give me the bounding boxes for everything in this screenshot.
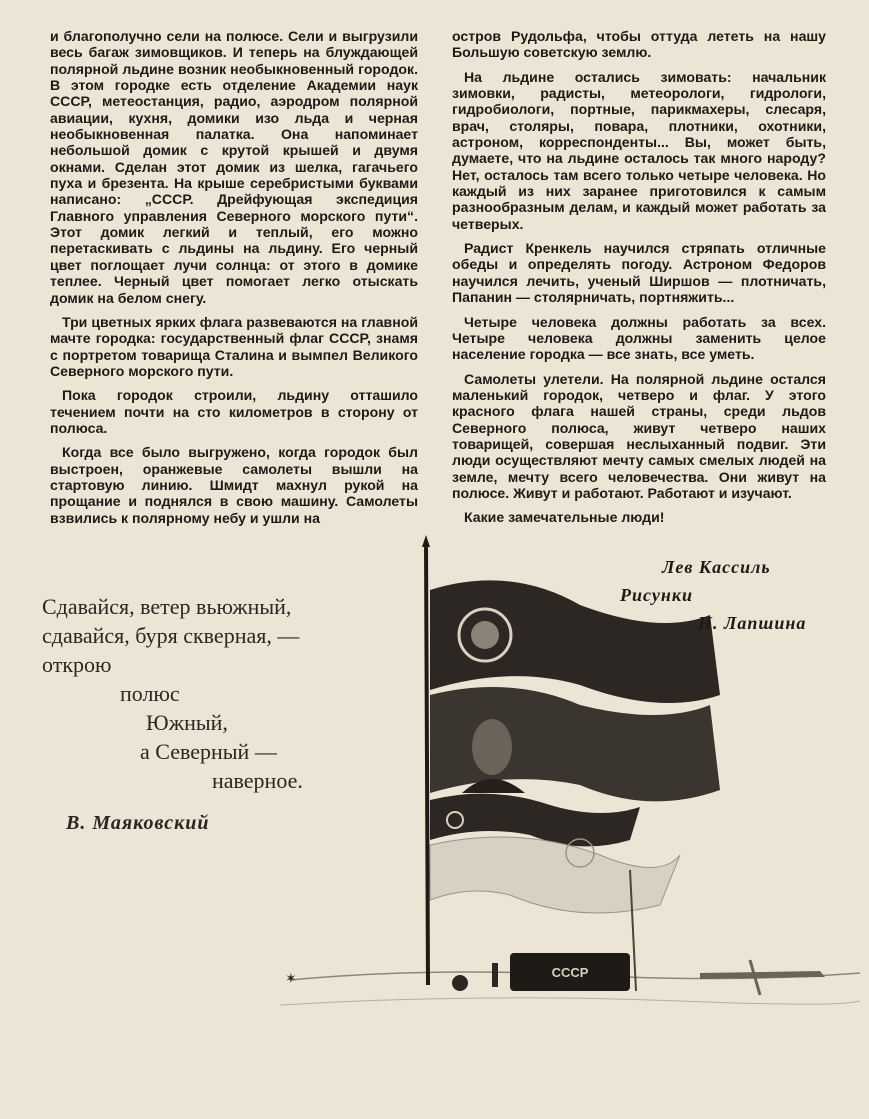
pennant-flag xyxy=(430,794,640,847)
poem-line: сдавайся, буря скверная, — xyxy=(42,623,300,648)
drawings-label: Рисунки xyxy=(620,585,693,605)
article-paragraph: Когда все было выгружено, когда городок был выстроен, оранжевые самолеты вышли на стартовую линию. Шмидт махнул рукой на прощание и поднялся в свою машину. Самолеты взвились к полярному небу и ушли на xyxy=(50,444,418,526)
article-left-column xyxy=(50,28,418,534)
airplane xyxy=(700,971,825,979)
tent-lettering: СССР xyxy=(551,965,589,980)
figure: ✶ xyxy=(285,970,297,986)
portrait-icon xyxy=(472,719,512,775)
poem-epigraph xyxy=(42,592,402,795)
article-paragraph: Какие замечательные люди! xyxy=(464,509,665,526)
figure xyxy=(492,963,498,987)
poem-line: а Северный — xyxy=(140,739,277,764)
article-paragraph: и благополучно сели на полюсе. Сели и выгрузили весь багаж зимовщиков. И теперь на блуждающей полярной льдине возник необыкновенный городок. В этом городке есть отделение Академии наук СССР, метеостанция, радио, аэродром полярной авиации, кухня, домики изо льда и черная необыкновенная палатка. Она напоминает небольшой домик с крутой крышей и двумя окнами. Сделан этот домик из шелка, гагачьего пуха и брезента. На крыше серебристыми буквами написано: „СССР. Дрейфующая экспедиция Главного управления Северного морского пути“. Этот домик легкий и теплый, его можно перетаскивать с льдины на льдину. Его черный цвет поглощает лучи солнца: от этого в домике теплее. Черный цвет помогает легко отыскать домик на белом снегу. xyxy=(50,28,418,306)
article-paragraph: Четыре человека должны работать за всех. Четыре человека должны заменить целое население городка — все знать, все уметь. xyxy=(452,313,826,363)
article-paragraph: Радист Кренкель научился стряпать отличные обеды и определять погоду. Астроном Федоров научился лечить, ученый Ширшов — плотничать, Папанин — столярничать, портняжить... xyxy=(452,240,826,306)
illustrator-credit: Н. Лапшина xyxy=(698,613,807,633)
article-paragraph: Три цветных ярких флага развеваются на главной мачте городка: государственный флаг СССР, знамя с портретом товарища Сталина и вымпел Великого Северного морского пути. xyxy=(50,313,418,379)
article-paragraph: На льдине остались зимовать: начальник зимовки, радисты, метеорологи, гидрологи, гидробиологи, портные, парикмахеры, слесаря, врач, столяры, повара, плотники, охотники, астроном, корреспонденты... Вы, может быть, думаете, что на льдине осталось так много народу? Нет, осталось там всего только четыре человека. Но каждый из них заранее приготовился к самым разнообразным делам, и каждый может работать за четверых. xyxy=(452,68,826,232)
article-paragraph: Пока городок строили, льдину отташило течением почти на сто километров в сторону от полюса. xyxy=(50,387,418,436)
poem-author: В. Маяковский xyxy=(66,812,210,834)
author-credit: Лев Кассиль xyxy=(662,557,771,577)
figure xyxy=(452,975,468,991)
article-paragraph: остров Рудольфа, чтобы оттуда лететь на нашу Большую советскую землю. xyxy=(452,28,826,61)
poem-line: полюс xyxy=(120,681,180,706)
article-right-column xyxy=(452,28,826,534)
sea-route-pennant xyxy=(430,837,680,913)
poem-line: наверное. xyxy=(212,768,303,793)
article-paragraph: Самолеты улетели. На полярной льдине остался маленький городок, четверо и флаг. У этого красного флага нашей страны, среди льдов Северного полюса, живут четверо наших товарищей, совершая неслыханный подвиг. Эти люди осуществляют мечту самых смелых людей на земле, мечту всего человечества. Они живут на полюсе. Живут и работают. Работают и изучают. xyxy=(452,370,826,501)
poem-line: открою xyxy=(42,652,112,677)
poem-line: Южный, xyxy=(146,710,228,735)
flagpole xyxy=(426,543,428,985)
poem-line: Сдавайся, ветер вьюжный, xyxy=(42,594,292,619)
